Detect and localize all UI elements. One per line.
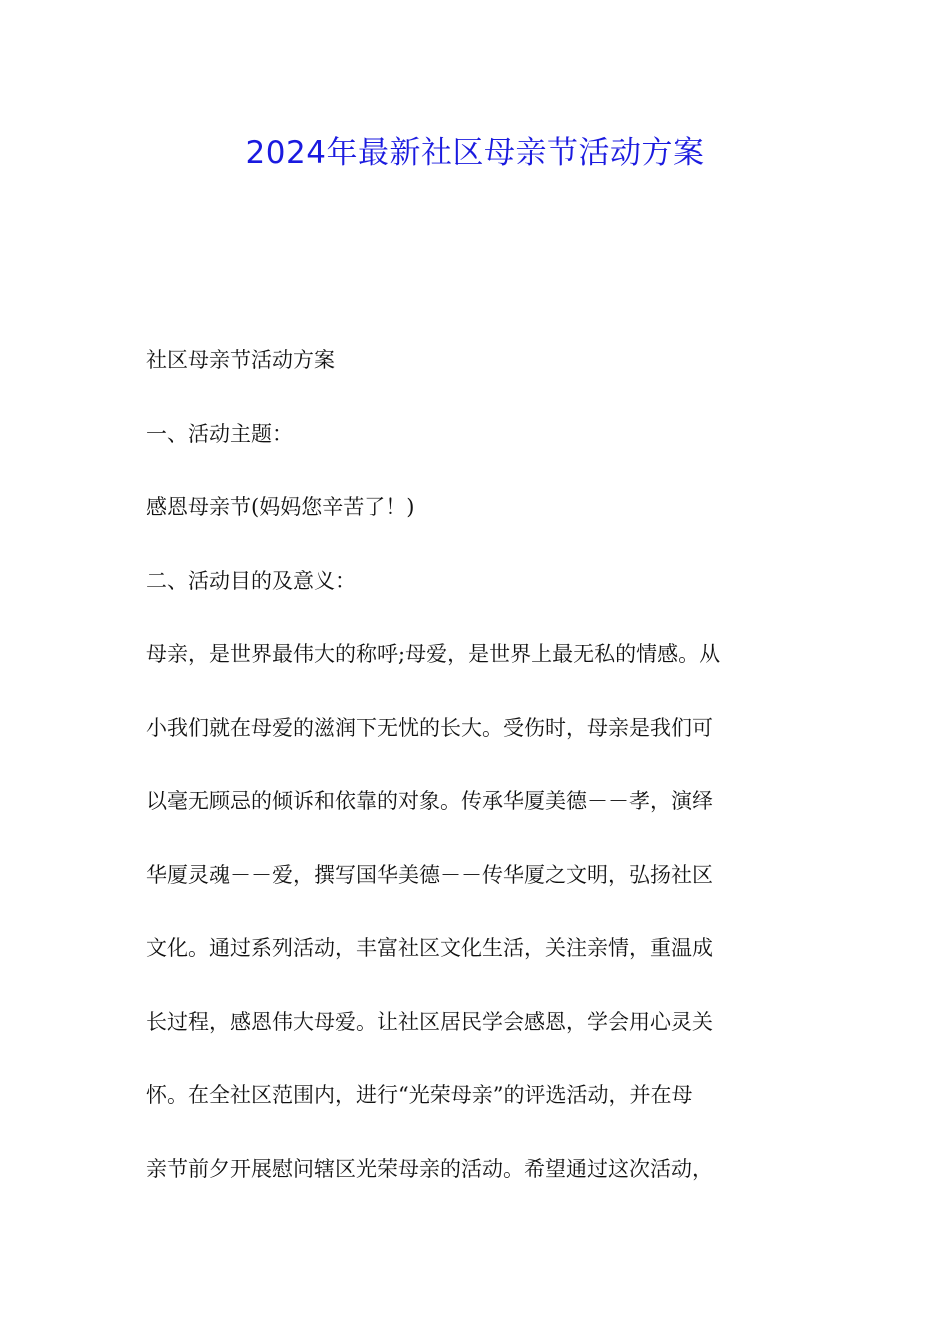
paragraph-line: 亲节前夕开展慰问辖区光荣母亲的活动。希望通过这次活动， [146, 1156, 713, 1181]
section-heading: 社区母亲节活动方案 [146, 348, 335, 372]
paragraph-line: 怀。在全社区范围内，进行“光荣母亲”的评选活动，并在母 [146, 1083, 693, 1107]
theme-text: 感恩母亲节(妈妈您辛苦了！) [146, 495, 415, 519]
document-title: 2024年最新社区母亲节活动方案 [245, 135, 705, 171]
section-heading-theme: 一、活动主题： [146, 421, 293, 446]
paragraph-line: 母亲，是世界最伟大的称呼;母爱，是世界上最无私的情感。从 [146, 642, 721, 666]
paragraph-line: 以毫无顾忌的倾诉和依靠的对象。传承华厦美德－－孝，演绎 [146, 789, 713, 813]
paragraph-line: 长过程，感恩伟大母爱。让社区居民学会感恩，学会用心灵关 [146, 1009, 713, 1034]
document-body [146, 338, 806, 1220]
paragraph-line: 文化。通过系列活动，丰富社区文化生活，关注亲情，重温成 [146, 936, 713, 960]
paragraph-line: 华厦灵魂－－爱，撰写国华美德－－传华厦之文明，弘扬社区 [146, 862, 713, 887]
section-heading-purpose: 二、活动目的及意义： [146, 568, 356, 593]
paragraph-line: 小我们就在母爱的滋润下无忧的长大。受伤时，母亲是我们可 [146, 715, 713, 740]
